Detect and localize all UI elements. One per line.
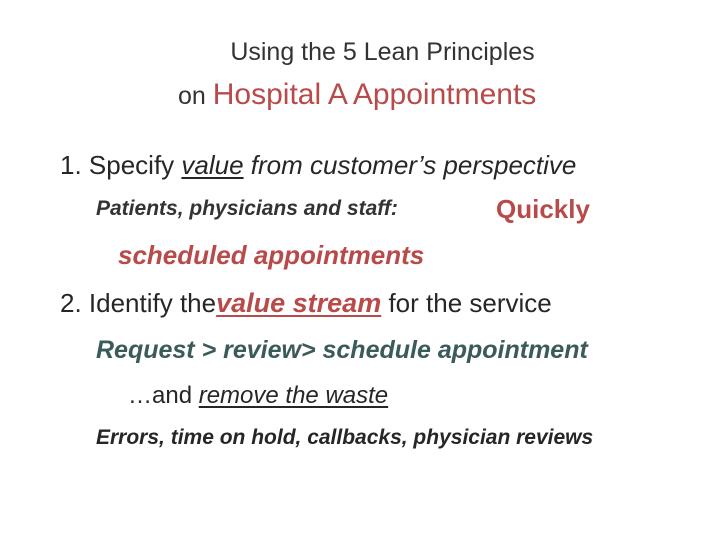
principle-1-answer-b: scheduled appointments — [118, 240, 425, 270]
principle-2-answer: Request > review> schedule appointment — [96, 336, 588, 364]
principle-2-blank: value stream — [216, 288, 382, 318]
principle-1-label: 1. Specify — [60, 150, 175, 180]
slide-subtitle — [178, 78, 536, 112]
principle-1-blank: value — [181, 150, 244, 180]
principle-1-sub: Patients, physicians and staff: — [96, 197, 398, 220]
principle-2-blank2: remove the waste — [198, 382, 389, 409]
principle-1-rest: from customer’s perspective — [250, 150, 577, 180]
principle-2 — [60, 288, 552, 319]
principle-2-and: …and — [128, 382, 193, 409]
slide-title: Using the 5 Lean Principles — [230, 38, 535, 66]
principle-1 — [60, 150, 576, 181]
principle-2-label: 2. Identify the — [60, 288, 217, 318]
subtitle-accent: Hospital A Appointments — [212, 78, 537, 111]
principle-2-waste-line — [128, 382, 388, 410]
principle-2-rest: for the service — [388, 288, 552, 318]
principle-1-answer-a: Quickly — [496, 194, 590, 224]
principle-2-waste-list: Errors, time on hold, callbacks, physician reviews — [96, 426, 594, 449]
subtitle-prefix: on — [178, 82, 206, 110]
